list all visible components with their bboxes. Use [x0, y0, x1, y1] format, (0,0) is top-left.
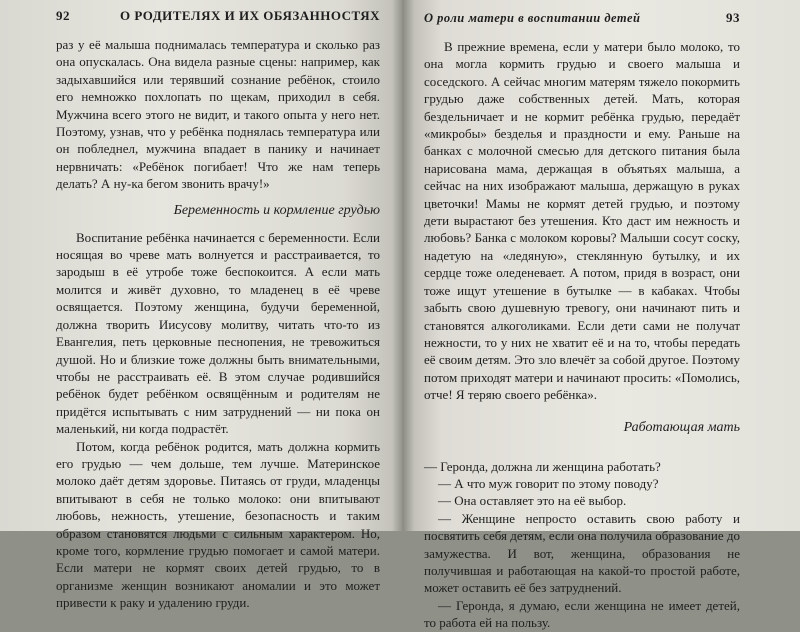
section-heading-pregnancy: Беременность и кормление грудью — [173, 202, 380, 218]
dialog-line: — А что муж говорит по этому поводу? — [438, 475, 659, 491]
right-running-header — [424, 10, 740, 32]
dialog-line: — Геронда, должна ли женщина работать? — [424, 458, 661, 474]
left-paragraph-2: Потом, когда ребёнок родится, мать должна кормить его грудью — чем дольше, тем лучше. Материнское молоко даёт детям здоровье. Питаясь от груди, младенцы впитывают в себя не только молоко: они впитывают любовь, нежность, утешение, безопасность и таким образом становятся людьми с сильным характером. Но, кроме того, кормление грудью помогает и самой матери. Если матери не кормят своих детей грудью, то в организме женщин возникают аномалии и это может привести к раку и удалению груди. — [56, 438, 380, 611]
left-page — [0, 0, 402, 611]
book-gutter — [392, 0, 414, 531]
dialog-line: — Она оставляет это на её выбор. — [438, 493, 627, 509]
dialog-line: — Геронда, я думаю, если женщина не имеет детей, то работа ей на пользу. — [424, 597, 740, 631]
dialog-block — [424, 458, 740, 632]
right-page — [402, 0, 800, 631]
left-paragraph-1: Воспитание ребёнка начинается с беременности. Если носящая во чреве мать волнуется и расстраивается, то зародыш в её утробе тоже беспокоится. А если мать молится и живёт духовно, то младенец в её чреве освящается. Поэтому женщина, будучи беременной, должна творить Иисусову молитву, читать что-то из Евангелия, петь церковные песнопения, не тревожиться душой. Но и близкие тоже должны быть внимательными, чтобы не расстраивать её. В этом случае родившийся ребёнок будет ребёнком освящённым и родителям не придётся испытывать с ним затруднений — ни пока он маленький, ни когда подрастёт. — [56, 229, 380, 437]
left-running-header — [56, 8, 380, 30]
left-running-title: О РОДИТЕЛЯХ И ИХ ОБЯЗАННОСТЯХ — [120, 8, 380, 23]
page-number-left: 92 — [56, 8, 70, 23]
right-running-title: О роли матери в воспитании детей — [424, 11, 641, 25]
left-intro-paragraph: раз у её малыша поднималась температура и сколько раз она опускалась. Она видела разные сцены: например, как задыхавшийся или терявший сознание ребёнок, стоило его немножко похлопать по щекам, приходил в себя. Мужчина всего этого не видит, и такого опыта у него нет. Поэтому, узнав, что у ребёнка поднялась температура или он побледнел, мужчина впадает в панику и начинает нервничать: «Ребёнок погибает! Что же нам теперь делать? А ну-ка бегом звонить врачу!» — [56, 37, 380, 192]
dialog-line: — Женщине непросто оставить свою работу и посвятить себя детям, если она получила образование до замужества. И вот, женщина, образования не получившая и работающая на какой-то простой работе, может оставить её без затруднений. — [424, 510, 740, 596]
page-number-right: 93 — [726, 10, 740, 25]
section-heading-working-mother: Работающая мать — [623, 419, 740, 435]
right-paragraph-1: В прежние времена, если у матери было молоко, то она могла кормить грудью и своего малыша и соседского. А сейчас многим матерям тяжело покормить грудью даже собственных детей. Мать, которая бездельничает и не кормит ребёнка грудью, передаёт «микробы» безделья и праздности и ему. Раньше на банках с молочной смесью для детского питания была нарисована мама, держащая в объятьях малыша, а сейчас на них изображают малыша, держащую в руках цветочки! Мамы не кормят детей грудью, и поэтому дети вырастают без утешения. Кто даст им нежность и любовь? Банка с молоком коровы? Малыши сосут соску, надетую на «ледяную», стеклянную бутылку, и их сердце тоже оледеневает. А потом, придя в возраст, они тоже ищут утешение в бутылке — в кабаках. Чтобы забыть свою душевную тревогу, они начинают пить и становятся алкоголиками. Если дети сами не получат нежности, то у них не хватит её и на то, чтобы передать её своим детям. Это зло влечёт за собой другое. Поэтому потом приходят матери и начинают просить: «Помолись, отче! Я теряю своего ребёнка». — [424, 39, 740, 403]
